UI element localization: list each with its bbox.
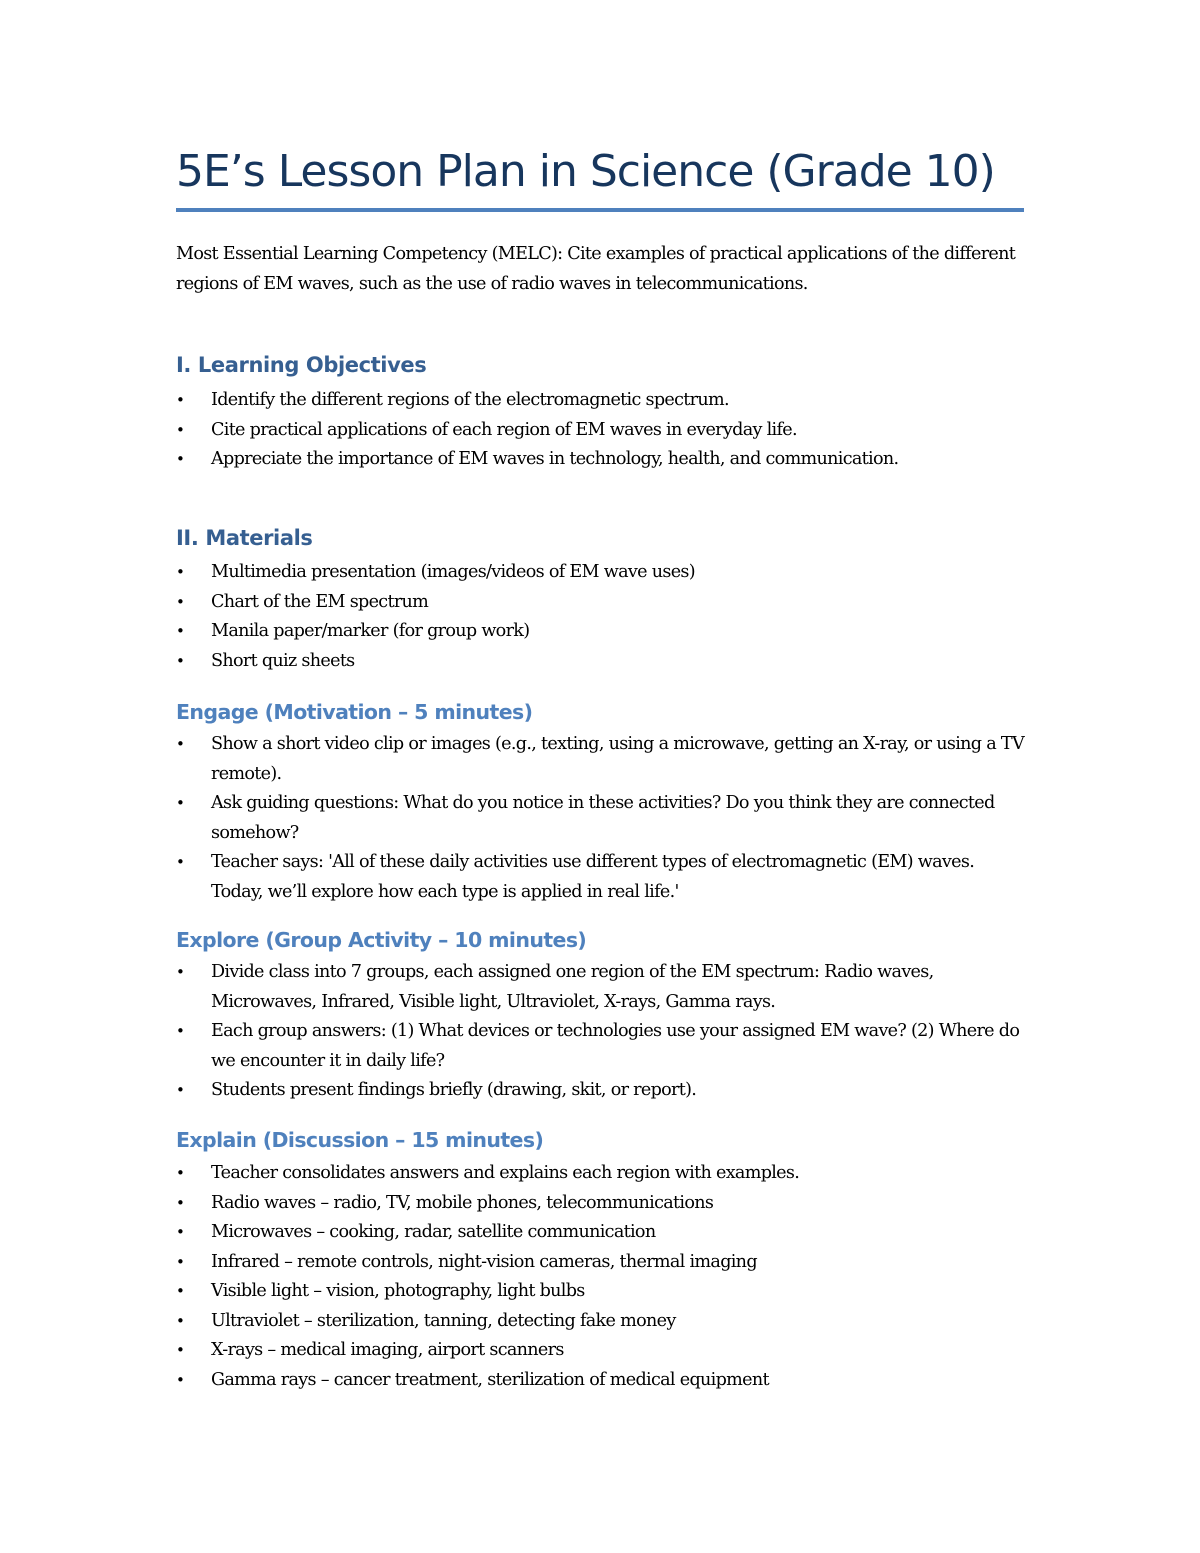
engage-heading: Engage (Motivation – 5 minutes) <box>176 700 533 724</box>
list-item <box>176 445 1026 475</box>
list-item <box>176 1248 1026 1278</box>
list-item <box>176 958 1026 1017</box>
title-underline <box>176 208 1024 212</box>
list-item-text: Teacher consolidates answers and explains each region with examples. <box>211 1163 800 1183</box>
list-item-text: Visible light – vision, photography, light bulbs <box>211 1281 585 1301</box>
engage-list <box>176 730 1026 907</box>
list-item <box>176 730 1026 789</box>
melc-paragraph: Most Essential Learning Competency (MELC): Cite examples of practical applications of the different regions of EM waves, such as the use of radio waves in telecommunications. <box>176 244 1016 294</box>
bullet: • <box>176 1311 185 1330</box>
list-item-text: Show a short video clip or images (e.g., texting, using a microwave, getting an X-ray, or using a TV remote). <box>211 734 1024 784</box>
bullet: • <box>176 794 185 812</box>
bullet: • <box>176 1223 185 1241</box>
list-item <box>176 1189 1026 1219</box>
list-item-text: Chart of the EM spectrum <box>211 591 429 612</box>
bullet: • <box>176 1164 185 1182</box>
list-item <box>176 1336 1026 1366</box>
list-item-text: Microwaves – cooking, radar, satellite communication <box>211 1222 656 1242</box>
bullet: • <box>176 853 185 871</box>
list-item <box>176 789 1026 848</box>
bullet: • <box>176 592 185 611</box>
list-item-text: Multimedia presentation (images/videos of EM wave uses) <box>211 562 695 582</box>
list-item <box>176 1159 1026 1189</box>
list-item-text: Identify the different regions of the electromagnetic spectrum. <box>211 390 729 410</box>
materials-heading: II. Materials <box>176 526 313 550</box>
objectives-heading: I. Learning Objectives <box>176 353 427 377</box>
list-item <box>176 848 1026 907</box>
bullet: • <box>176 563 185 581</box>
list-item-text: Divide class into 7 groups, each assigned one region of the EM spectrum: Radio waves, Microwaves, Infrared, Visible light, Ultraviolet, X-rays, Gamma rays. <box>211 962 934 1012</box>
bullet: • <box>176 1193 185 1212</box>
list-item <box>176 1307 1026 1337</box>
list-item-text: Radio waves – radio, TV, mobile phones, telecommunications <box>211 1192 714 1213</box>
bullet: • <box>176 1252 185 1271</box>
objectives-list <box>176 386 1026 475</box>
list-item <box>176 386 1026 416</box>
list-item <box>176 588 1026 618</box>
list-item <box>176 647 1026 677</box>
list-item-text: Ultraviolet – sterilization, tanning, detecting fake money <box>211 1310 676 1331</box>
list-item-text: Gamma rays – cancer treatment, sterilization of medical equipment <box>211 1369 769 1390</box>
list-item-text: Infrared – remote controls, night-vision cameras, thermal imaging <box>211 1251 757 1272</box>
list-item-text: Each group answers: (1) What devices or technologies use your assigned EM wave? (2) Where do we encounter it in daily life? <box>211 1021 1020 1071</box>
bullet: • <box>176 391 185 409</box>
explain-heading: Explain (Discussion – 15 minutes) <box>176 1128 544 1152</box>
list-item-text: Manila paper/marker (for group work) <box>211 621 530 641</box>
list-item <box>176 1017 1026 1076</box>
list-item-text: Ask guiding questions: What do you notice in these activities? Do you think they are connected somehow? <box>211 793 995 843</box>
document-title: 5E’s Lesson Plan in Science (Grade 10) <box>176 146 995 197</box>
list-item <box>176 617 1026 647</box>
list-item-text: Cite practical applications of each region of EM waves in everyday life. <box>211 419 797 440</box>
bullet: • <box>176 420 185 439</box>
list-item <box>176 558 1026 588</box>
bullet: • <box>176 1341 185 1359</box>
list-item-text: Students present findings briefly (drawing, skit, or report). <box>211 1080 697 1100</box>
list-item <box>176 1076 1026 1106</box>
list-item <box>176 1218 1026 1248</box>
materials-list <box>176 558 1026 676</box>
list-item-text: X-rays – medical imaging, airport scanners <box>211 1340 564 1360</box>
bullet: • <box>176 963 185 981</box>
list-item <box>176 1366 1026 1396</box>
list-item-text: Teacher says: 'All of these daily activities use different types of electromagnetic (EM) waves. Today, we’ll explore how each type is applied in real life.' <box>211 852 975 902</box>
bullet: • <box>176 735 185 753</box>
list-item-text: Appreciate the importance of EM waves in technology, health, and communication. <box>211 449 899 469</box>
list-item-text: Short quiz sheets <box>211 650 355 671</box>
bullet: • <box>176 622 185 640</box>
explore-list <box>176 958 1026 1106</box>
explain-list <box>176 1159 1026 1395</box>
bullet: • <box>176 1282 185 1300</box>
bullet: • <box>176 1081 185 1099</box>
bullet: • <box>176 651 185 670</box>
bullet: • <box>176 1370 185 1389</box>
explore-heading: Explore (Group Activity – 10 minutes) <box>176 928 587 952</box>
list-item <box>176 416 1026 446</box>
bullet: • <box>176 450 185 468</box>
list-item <box>176 1277 1026 1307</box>
bullet: • <box>176 1022 185 1040</box>
